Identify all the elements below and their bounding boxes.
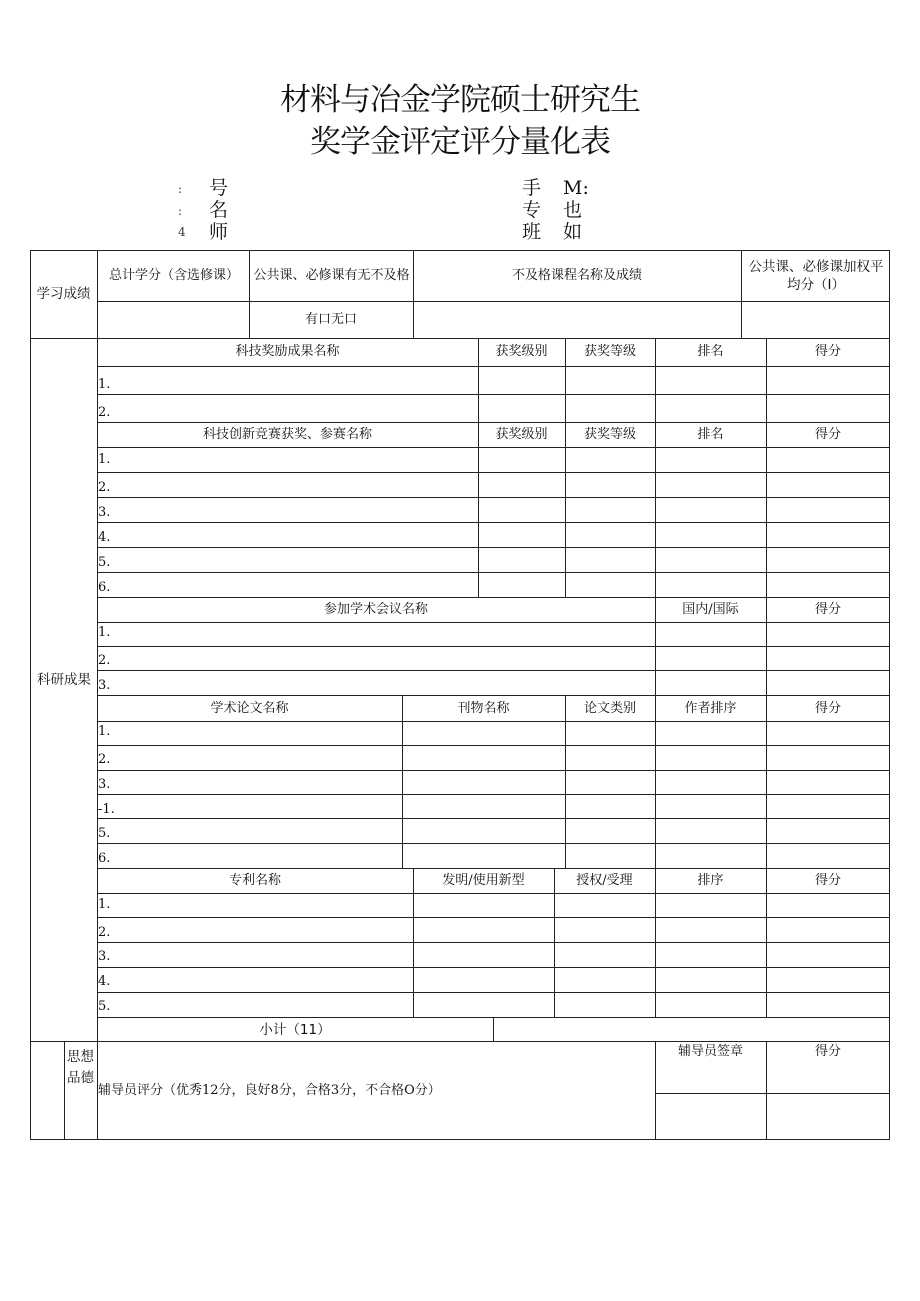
- patent-row-number: 1.: [98, 897, 111, 912]
- awards-grade-header: 获奖等级: [583, 344, 636, 359]
- paper-row-number: 2.: [98, 752, 111, 767]
- paper-score-header: 得分: [814, 700, 841, 716]
- page-title-line-2: 奖学金评定评分量化表: [310, 124, 610, 160]
- moral-score-header: 得分: [814, 1044, 841, 1059]
- patent-status-header: 授权/受理: [576, 873, 633, 888]
- counselor-evaluation-text: 辅导员评分（优秀12分，良好8分，合格3分，不合格O分）: [98, 1083, 441, 1098]
- info-fragment: :: [178, 182, 183, 196]
- competition-name-header: 科技创新竞赛获奖、参赛名称: [202, 426, 372, 442]
- moral-section-label: 思想品德: [67, 1049, 94, 1086]
- awards-level-header: 获奖级别: [495, 344, 548, 359]
- study-section-label: 学习成绩: [36, 286, 91, 302]
- paper-row-number: 3.: [98, 777, 111, 792]
- advisor-label: 师: [209, 221, 229, 243]
- competition-row-number: 2.: [98, 480, 111, 495]
- failed-courses-header: 不及格课程名称及成绩: [511, 267, 642, 283]
- student-id-label: 号: [209, 177, 229, 199]
- yes-no-checkbox-field[interactable]: 有口无口: [304, 311, 357, 327]
- info-fragment: :: [178, 204, 183, 218]
- conference-row-number: 3.: [98, 678, 111, 693]
- paper-category-header: 论文类别: [583, 700, 636, 716]
- research-section-label: 科研成果: [37, 671, 91, 688]
- info-fragment: 4: [178, 225, 186, 239]
- patent-score-header: 得分: [814, 873, 841, 888]
- conference-name-header: 参加学术会议名称: [323, 601, 428, 617]
- weighted-average-header: 公共课、必修课加权平均分（I）: [748, 259, 884, 293]
- paper-journal-header: 刊物名称: [457, 700, 510, 716]
- paper-row-number: 6.: [98, 851, 111, 866]
- awards-score-header: 得分: [814, 344, 841, 359]
- competition-row-number: 1.: [98, 452, 111, 467]
- page-title-line-1: 材料与冶金学院硕士研究生: [280, 82, 640, 118]
- awards-rank-header: 排名: [697, 344, 724, 359]
- paper-row-number: 1.: [98, 724, 111, 739]
- counselor-signature-header: 辅导员签章: [677, 1044, 743, 1059]
- total-credits-header: 总计学分（含选修课）: [108, 268, 239, 283]
- conference-row-number: 2.: [98, 653, 111, 668]
- public-course-fail-header: 公共课、必修课有无不及格: [253, 268, 410, 283]
- conference-scope-header: 国内/国际: [682, 601, 739, 617]
- name-label: 名: [209, 199, 229, 221]
- paper-row-number: 5.: [98, 826, 111, 841]
- patent-row-number: 4.: [98, 974, 111, 989]
- major-label: 专: [522, 199, 542, 221]
- paper-row-number: -1.: [98, 802, 115, 817]
- paper-author-order-header: 作者排序: [684, 700, 737, 716]
- patent-type-header: 发明/使用新型: [442, 873, 525, 888]
- competition-row-number: 3.: [98, 505, 111, 520]
- competition-grade-header: 获奖等级: [583, 426, 636, 442]
- class-label: 班: [522, 221, 542, 243]
- awards-row-number: 1.: [98, 377, 111, 392]
- research-subtotal-label: 小计（11）: [259, 1021, 331, 1038]
- patent-order-header: 排序: [697, 873, 724, 888]
- patent-name-header: 专利名称: [228, 873, 281, 888]
- competition-level-header: 获奖级别: [495, 426, 548, 442]
- patent-row-number: 2.: [98, 925, 111, 940]
- patent-row-number: 3.: [98, 949, 111, 964]
- competition-row-number: 6.: [98, 580, 111, 595]
- paper-title-header: 学术论文名称: [210, 700, 289, 716]
- competition-rank-header: 排名: [697, 426, 724, 442]
- patent-row-number: 5.: [98, 999, 111, 1014]
- phone-label: 手: [522, 177, 542, 199]
- awards-name-header: 科技奖励成果名称: [235, 344, 340, 359]
- competition-row-number: 5.: [98, 555, 111, 570]
- conference-row-number: 1.: [98, 625, 111, 640]
- conference-score-header: 得分: [814, 601, 841, 617]
- phone-value: M:: [563, 177, 589, 199]
- competition-row-number: 4.: [98, 530, 111, 545]
- awards-row-number: 2.: [98, 405, 111, 420]
- class-value: 如: [563, 221, 583, 243]
- competition-score-header: 得分: [814, 426, 841, 442]
- major-value: 也: [563, 199, 583, 221]
